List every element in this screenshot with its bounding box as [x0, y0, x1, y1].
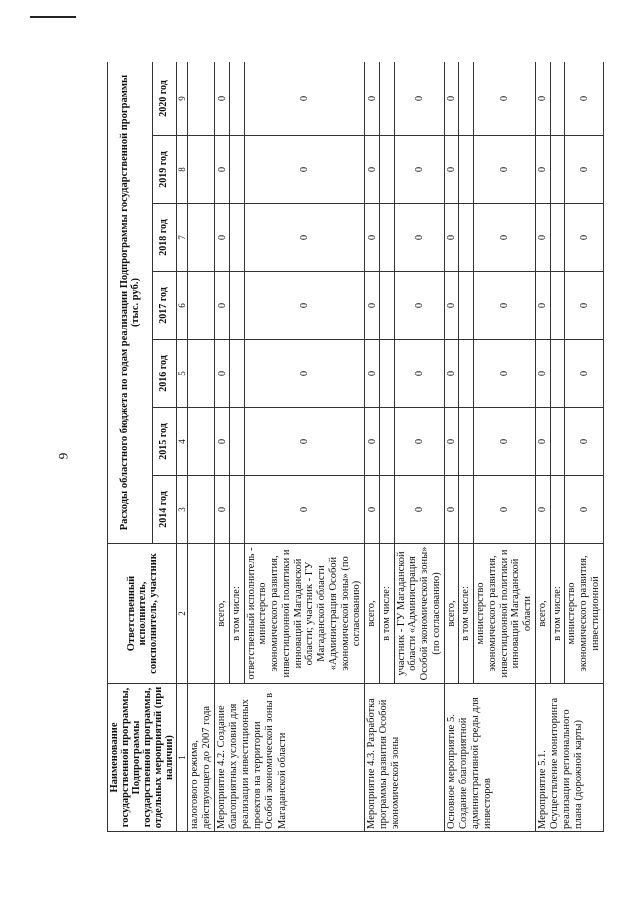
table-row: [365, 62, 380, 832]
value-cell: 0: [215, 272, 230, 340]
value-cell: 0: [474, 340, 536, 408]
value-cell: [229, 62, 244, 136]
executor-cell: всего,: [535, 544, 550, 684]
value-cell: 0: [365, 62, 380, 136]
value-cell: [459, 408, 474, 476]
executor-cell: министерство экономического развития, инвестиционной: [565, 544, 603, 684]
program-name-cell: налогового режима, действующего до 2007 года: [188, 684, 215, 832]
column-index: 3: [177, 476, 188, 544]
value-cell: [229, 408, 244, 476]
value-cell: [550, 408, 565, 476]
value-cell: 0: [565, 204, 603, 272]
value-cell: [229, 136, 244, 204]
value-cell: [229, 204, 244, 272]
executor-cell: всего,: [215, 544, 230, 684]
table-row: [535, 62, 550, 832]
program-name-cell: Мероприятие 4.3. Разработка программы развития Особой экономической зоны: [365, 684, 445, 832]
header-year: 2014 год: [152, 476, 176, 544]
page-number: 9: [55, 452, 71, 460]
value-cell: 0: [444, 476, 459, 544]
value-cell: 0: [474, 272, 536, 340]
budget-table: [107, 62, 604, 832]
value-cell: 0: [244, 272, 365, 340]
value-cell: 0: [535, 204, 550, 272]
value-cell: [550, 340, 565, 408]
value-cell: 0: [244, 340, 365, 408]
value-cell: 0: [444, 136, 459, 204]
value-cell: 0: [474, 204, 536, 272]
value-cell: 0: [444, 408, 459, 476]
value-cell: [379, 136, 394, 204]
value-cell: 0: [215, 136, 230, 204]
value-cell: 0: [565, 62, 603, 136]
value-cell: 0: [444, 272, 459, 340]
value-cell: 0: [474, 136, 536, 204]
value-cell: 0: [365, 408, 380, 476]
executor-cell: министерство экономического развития, инвестиционной политики и инноваций Магаданской области: [474, 544, 536, 684]
table-row: [188, 62, 215, 832]
program-name-cell: Мероприятие 4.2. Создание благоприятных условий для реализации инвестиционных проектов на территории Особой экономической зоны в Магаданской области: [215, 684, 365, 832]
value-cell: 0: [535, 62, 550, 136]
value-cell: 0: [565, 340, 603, 408]
header-executor: Ответственный исполнитель, соисполнитель, участник: [108, 544, 177, 684]
header-year: 2016 год: [152, 340, 176, 408]
header-program-name: Наименование государственной программы, Подпрограммы государственной программы, отдельных мероприятий (при наличии): [108, 684, 177, 832]
value-cell: [550, 62, 565, 136]
value-cell: 0: [244, 476, 365, 544]
table-row: [444, 62, 459, 832]
value-cell: [229, 476, 244, 544]
rotated-page: [107, 62, 627, 832]
executor-cell: в том числе:: [379, 544, 394, 684]
column-index: 7: [177, 204, 188, 272]
value-cell: 0: [394, 340, 444, 408]
executor-cell: всего,: [365, 544, 380, 684]
column-index: 1: [177, 684, 188, 832]
value-cell: 0: [444, 204, 459, 272]
executor-cell: в том числе:: [550, 544, 565, 684]
value-cell: 0: [365, 272, 380, 340]
value-cell: 0: [535, 136, 550, 204]
value-cell: [459, 62, 474, 136]
header-expenses: Расходы областного бюджета по годам реализации Подпрограммы государственной программы (тыс. руб.): [108, 62, 153, 544]
header-year: 2018 год: [152, 204, 176, 272]
header-year: 2017 год: [152, 272, 176, 340]
value-cell: 0: [535, 408, 550, 476]
executor-cell: ответственный исполнитель - министерство экономического развития, инвестиционной политики и инноваций Магаданской области; участник - ГУ Магаданской области «Администрация Особой экономической зоны» (по согласованию): [244, 544, 365, 684]
top-rule: [30, 16, 76, 18]
value-cell: 0: [394, 62, 444, 136]
value-cell: [459, 476, 474, 544]
value-cell: 0: [474, 62, 536, 136]
value-cell: 0: [244, 136, 365, 204]
column-index: 5: [177, 340, 188, 408]
value-cell: 0: [444, 62, 459, 136]
value-cell: [229, 272, 244, 340]
value-cell: [379, 340, 394, 408]
value-cell: 0: [365, 340, 380, 408]
header-year: 2015 год: [152, 408, 176, 476]
table-sheet: [107, 62, 627, 832]
value-cell: 0: [215, 204, 230, 272]
value-cell: 0: [365, 476, 380, 544]
value-cell: [379, 62, 394, 136]
value-cell: 0: [565, 476, 603, 544]
column-index: 8: [177, 136, 188, 204]
value-cell: 0: [215, 476, 230, 544]
value-cell: [229, 340, 244, 408]
executor-cell: в том числе:: [229, 544, 244, 684]
executor-cell: [188, 544, 215, 684]
value-cell: 0: [394, 204, 444, 272]
value-cell: [459, 204, 474, 272]
value-cell: 0: [365, 204, 380, 272]
value-cell: 0: [565, 136, 603, 204]
value-cell: [379, 476, 394, 544]
value-cell: [459, 136, 474, 204]
value-cell: 0: [565, 272, 603, 340]
value-cell: [459, 340, 474, 408]
column-index: 6: [177, 272, 188, 340]
value-cell: [379, 408, 394, 476]
value-cell: 0: [365, 136, 380, 204]
value-cell: 0: [394, 408, 444, 476]
program-name-cell: Основное мероприятие 5. Создание благоприятной административной среды для инвесторов: [444, 684, 535, 832]
value-cell: 0: [394, 136, 444, 204]
value-cell: 0: [474, 476, 536, 544]
value-cell: 0: [535, 476, 550, 544]
column-index: 2: [177, 544, 188, 684]
value-cell: [550, 476, 565, 544]
program-name-cell: Мероприятие 5.1. Осуществление мониторинга реализации регионального плана (дорожной карты): [535, 684, 603, 832]
value-cell: 0: [394, 476, 444, 544]
value-cell: 0: [215, 340, 230, 408]
value-cell: [379, 204, 394, 272]
value-cell: 0: [215, 62, 230, 136]
value-cell: 0: [474, 408, 536, 476]
column-index-row: [177, 62, 188, 832]
header-year: 2020 год: [152, 62, 176, 136]
column-index: 9: [177, 62, 188, 136]
value-cell: 0: [444, 340, 459, 408]
table-body: [188, 62, 604, 832]
executor-cell: в том числе:: [459, 544, 474, 684]
value-cell: [550, 204, 565, 272]
value-cell: [550, 136, 565, 204]
header-year: 2019 год: [152, 136, 176, 204]
table-row: [215, 62, 230, 832]
value-cell: [550, 272, 565, 340]
value-cell: 0: [565, 408, 603, 476]
value-cell: 0: [394, 272, 444, 340]
value-cell: [459, 272, 474, 340]
column-index: 4: [177, 408, 188, 476]
value-cell: 0: [535, 340, 550, 408]
executor-cell: всего,: [444, 544, 459, 684]
executor-cell: участник - ГУ Магаданской области «Администрация Особой экономической зоны» (по согласованию): [394, 544, 444, 684]
value-cell: [379, 272, 394, 340]
value-cell: 0: [244, 204, 365, 272]
value-cell: 0: [215, 408, 230, 476]
value-cell: 0: [244, 62, 365, 136]
value-cell: 0: [535, 272, 550, 340]
value-cell: 0: [244, 408, 365, 476]
